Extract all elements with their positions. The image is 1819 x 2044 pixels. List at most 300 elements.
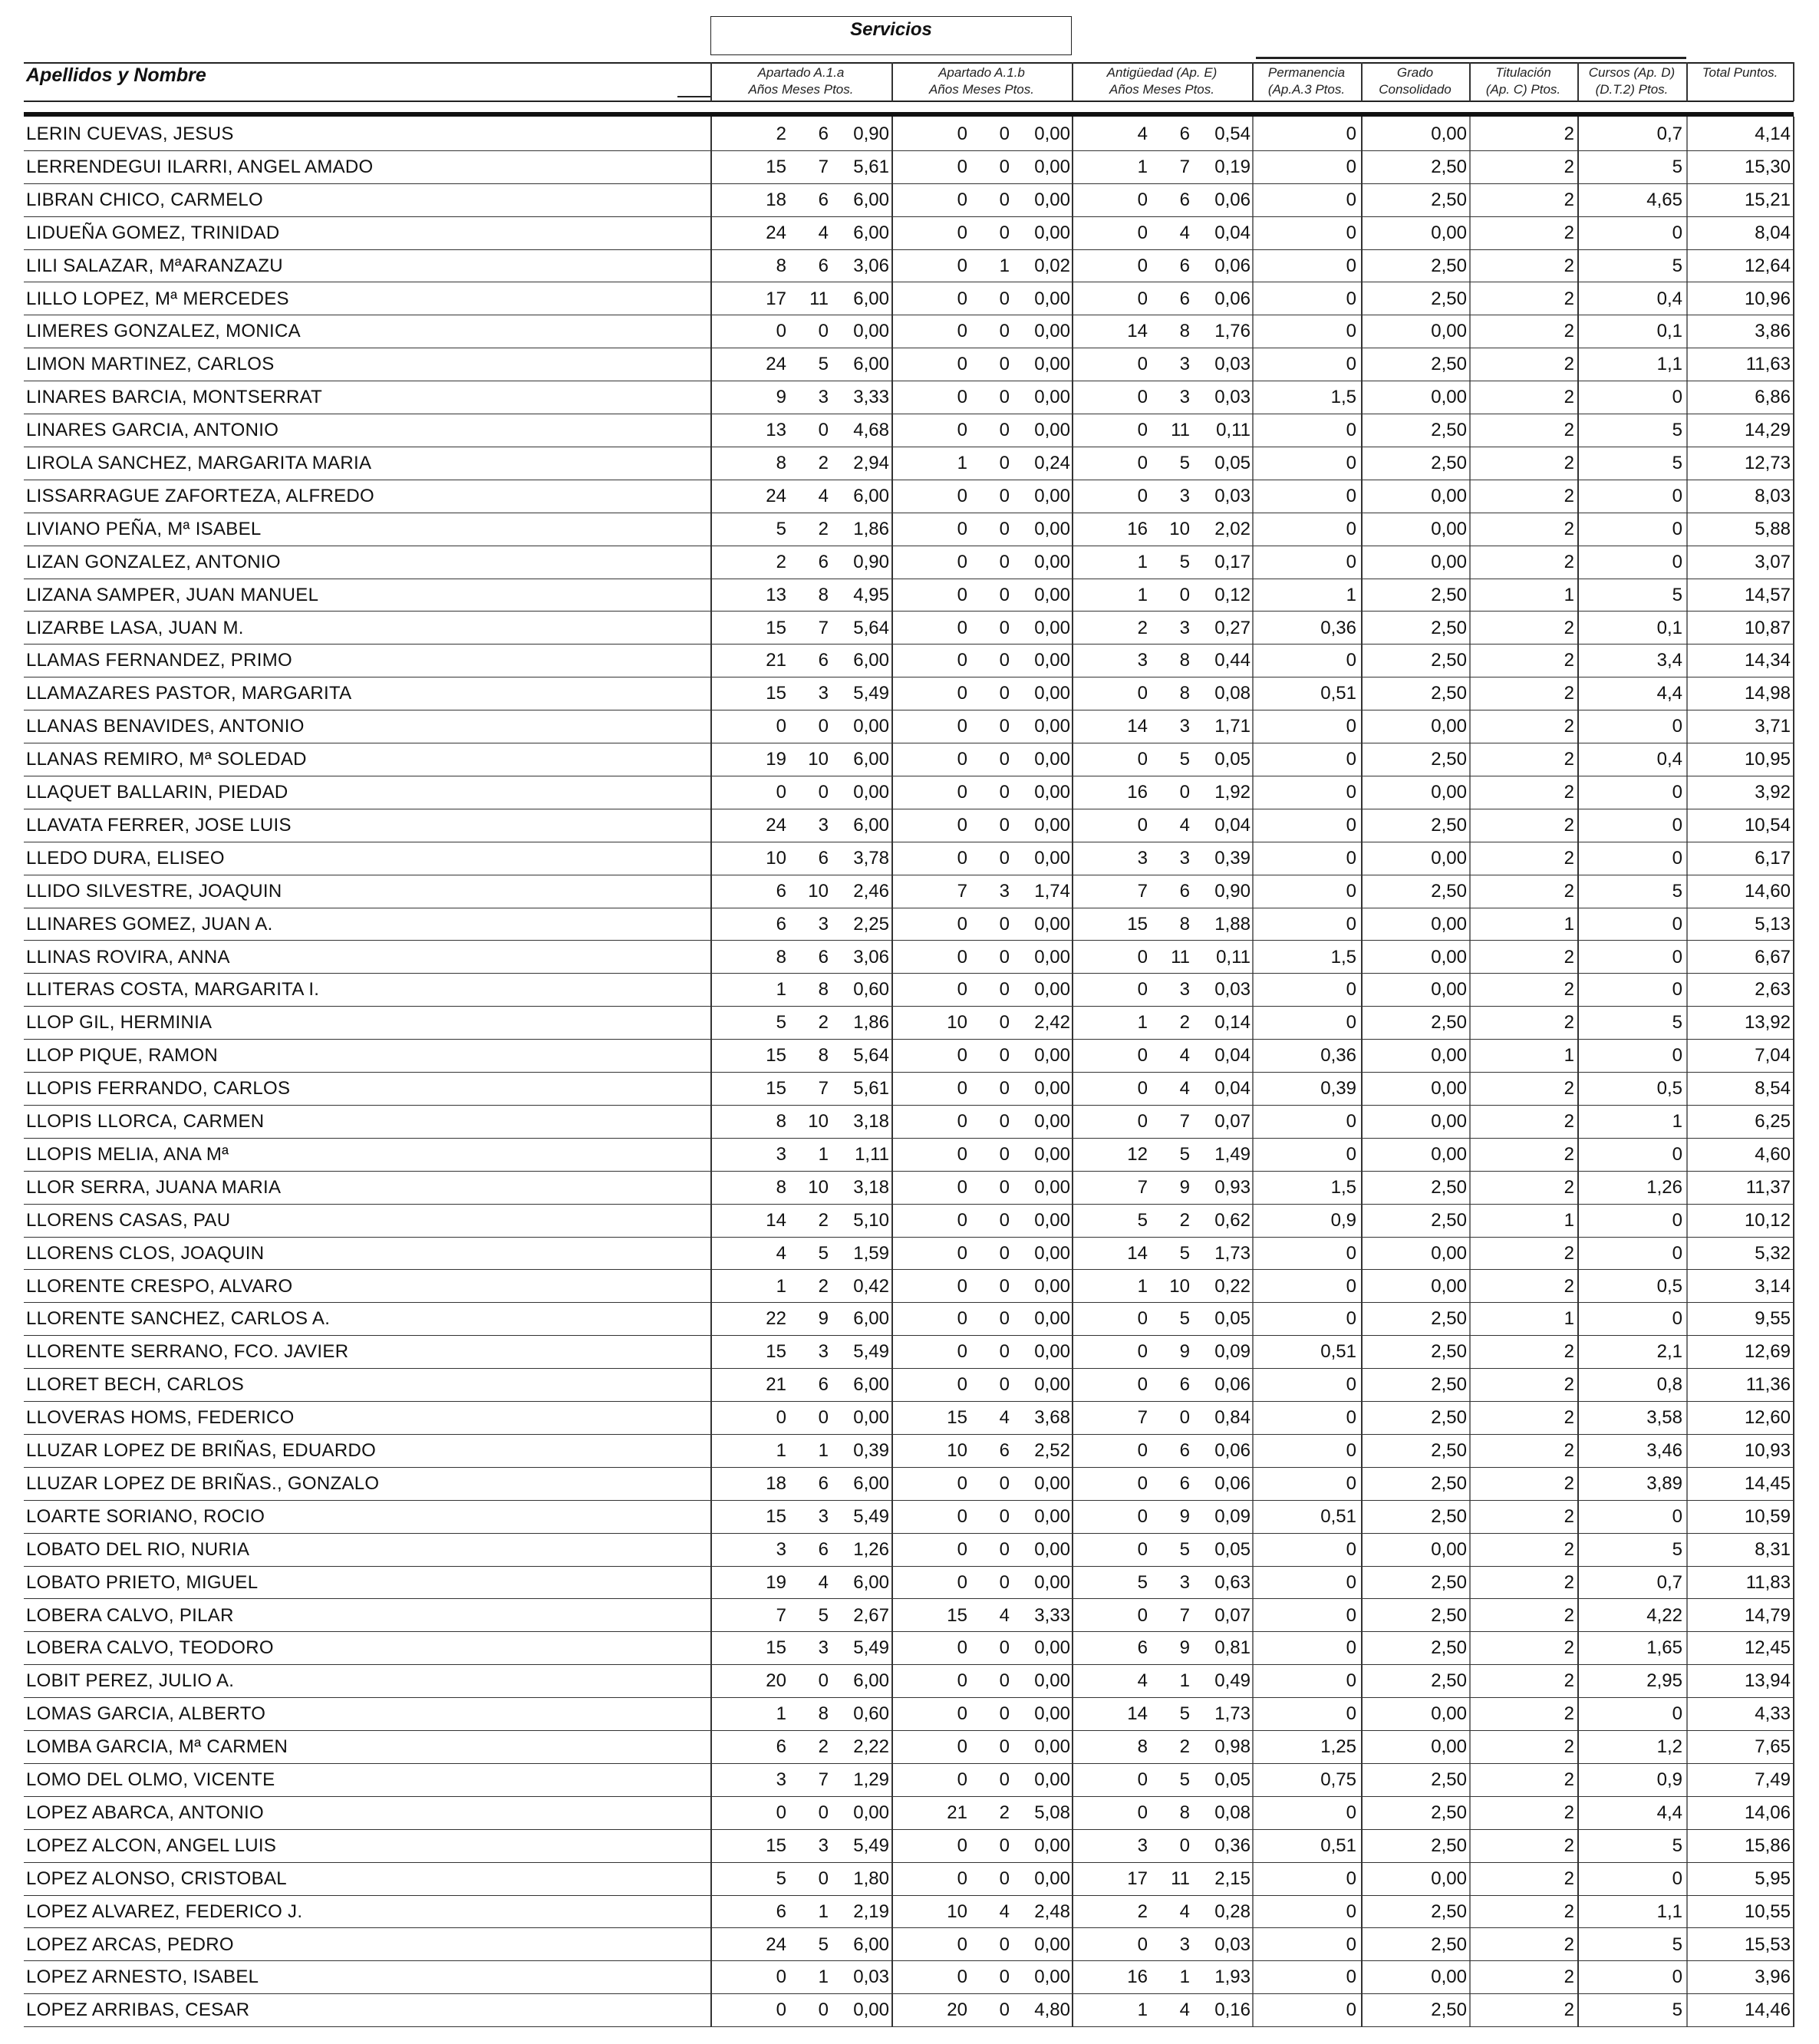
table-row [24,1764,1794,1797]
grado-cell: 0,00 [1431,321,1467,342]
a1b-ptos-cell: 2,52 [1034,1440,1070,1461]
name-cell: LOPEZ ABARCA, ANTONIO [26,1802,264,1823]
ant-ptos-cell: 0,05 [1214,1308,1251,1330]
table-row [24,1600,1794,1633]
a1a-meses-cell: 6 [818,189,829,210]
cursos-cell: 0 [1672,1703,1682,1725]
a1b-anos-cell: 10 [947,1440,967,1461]
total-cell: 8,03 [1755,485,1791,506]
table-row [24,1961,1794,1994]
table-row [24,1303,1794,1336]
a1b-ptos-cell: 1,74 [1034,880,1070,902]
cursos-cell: 4,65 [1646,189,1682,210]
a1b-anos-cell: 0 [957,1538,967,1560]
ant-ptos-cell: 0,06 [1214,1374,1251,1396]
ant-meses-cell: 9 [1179,1637,1190,1659]
table-row [24,1106,1794,1139]
a1a-meses-cell: 5 [818,1934,829,1955]
name-cell: LIMON MARTINEZ, CARLOS [26,354,275,375]
ant-ptos-cell: 0,05 [1214,453,1251,473]
permanencia-cell: 0 [1346,1703,1356,1725]
table-row [24,217,1794,250]
total-cell: 4,60 [1755,1143,1791,1165]
ant-anos-cell: 0 [1137,387,1148,408]
a1a-ptos-cell: 5,49 [853,1637,889,1659]
ant-anos-cell: 0 [1137,979,1148,1001]
a1a-meses-cell: 7 [818,1078,829,1099]
cursos-cell: 0,9 [1656,1769,1682,1790]
permanencia-cell: 0 [1346,650,1356,671]
a1a-meses-cell: 0 [818,420,829,441]
permanencia-cell: 0 [1346,979,1356,1001]
cursos-cell: 0,8 [1656,1374,1682,1396]
name-cell: LIMERES GONZALEZ, MONICA [26,321,301,342]
ant-anos-cell: 0 [1137,1341,1148,1363]
a1b-ptos-cell: 0,00 [1034,156,1070,177]
ant-anos-cell: 0 [1137,1472,1148,1494]
column-header-subline: (Ap.A.3 Ptos. [1267,82,1346,97]
cursos-cell: 1,1 [1656,1901,1682,1922]
total-cell: 10,87 [1744,617,1791,638]
cursos-cell: 0 [1672,979,1682,1001]
a1b-ptos-cell: 0,00 [1034,1143,1070,1165]
a1a-ptos-cell: 0,00 [853,321,889,342]
a1a-ptos-cell: 5,10 [853,1209,889,1231]
permanencia-cell: 0 [1346,1934,1356,1955]
a1b-anos-cell: 0 [957,913,967,935]
ant-meses-cell: 3 [1179,387,1190,408]
a1a-ptos-cell: 3,18 [853,1176,889,1198]
ant-anos-cell: 15 [1127,913,1148,935]
titulacion-cell: 2 [1564,1111,1574,1132]
a1a-ptos-cell: 6,00 [853,354,889,375]
a1b-ptos-cell: 0,00 [1034,387,1070,408]
grado-cell: 0,00 [1431,518,1467,539]
name-cell: LLOVERAS HOMS, FEDERICO [26,1407,295,1429]
a1b-meses-cell: 0 [999,1045,1010,1067]
titulacion-cell: 2 [1564,1703,1574,1725]
table-row [24,1731,1794,1764]
ant-ptos-cell: 0,09 [1214,1505,1251,1527]
grado-cell: 2,50 [1431,584,1467,605]
cursos-cell: 1,2 [1656,1736,1682,1758]
total-cell: 10,95 [1744,749,1791,770]
ant-anos-cell: 7 [1137,1407,1148,1429]
name-cell: LOARTE SORIANO, ROCIO [26,1505,265,1527]
a1a-meses-cell: 4 [818,485,829,506]
ant-ptos-cell: 0,19 [1214,156,1251,177]
ant-ptos-cell: 0,12 [1214,584,1251,605]
a1a-meses-cell: 6 [818,1472,829,1494]
a1a-anos-cell: 0 [776,1407,786,1429]
ant-anos-cell: 16 [1127,1967,1148,1988]
a1b-meses-cell: 0 [999,518,1010,539]
grado-cell: 2,50 [1431,1999,1467,2021]
total-cell: 2,63 [1755,979,1791,1001]
total-cell: 3,14 [1755,1275,1791,1297]
table-row [24,1336,1794,1369]
a1b-anos-cell: 0 [957,1934,967,1955]
a1a-ptos-cell: 0,03 [853,1967,889,1988]
a1a-ptos-cell: 2,22 [853,1736,889,1758]
total-cell: 6,67 [1755,946,1791,968]
a1a-meses-cell: 3 [818,913,829,935]
ant-ptos-cell: 1,93 [1214,1967,1251,1988]
column-header-antiguedad [1072,64,1252,98]
total-cell: 8,54 [1755,1078,1791,1099]
table-row [24,414,1794,447]
ant-meses-cell: 0 [1179,782,1190,803]
cursos-cell: 0 [1672,1967,1682,1988]
a1b-meses-cell: 1 [999,255,1010,276]
ant-meses-cell: 2 [1179,1012,1190,1034]
cursos-cell: 5 [1672,420,1682,441]
grado-cell: 2,50 [1431,288,1467,309]
a1a-meses-cell: 10 [808,749,829,770]
a1a-ptos-cell: 2,94 [853,453,889,473]
table-row [24,1402,1794,1435]
table-row [24,315,1794,348]
permanencia-cell: 0 [1346,1472,1356,1494]
ant-meses-cell: 4 [1179,222,1190,243]
a1a-ptos-cell: 3,06 [853,255,889,276]
ant-anos-cell: 0 [1137,485,1148,506]
a1b-ptos-cell: 0,00 [1034,1341,1070,1363]
total-cell: 14,45 [1744,1472,1791,1494]
ant-anos-cell: 0 [1137,354,1148,375]
a1a-ptos-cell: 0,42 [853,1275,889,1297]
cursos-cell: 2,1 [1656,1341,1682,1363]
cursos-cell: 2,95 [1646,1670,1682,1692]
a1b-ptos-cell: 0,00 [1034,1209,1070,1231]
cursos-cell: 0,1 [1656,321,1682,342]
a1a-ptos-cell: 6,00 [853,1934,889,1955]
a1b-anos-cell: 0 [957,1769,967,1790]
a1a-anos-cell: 10 [766,847,786,869]
ant-ptos-cell: 0,98 [1214,1736,1251,1758]
permanencia-cell: 0 [1346,124,1356,144]
column-header-name: Apellidos y Nombre [26,64,206,86]
cursos-cell: 0 [1672,1505,1682,1527]
ant-meses-cell: 5 [1179,1538,1190,1560]
ant-anos-cell: 0 [1137,1769,1148,1790]
a1b-meses-cell: 0 [999,222,1010,243]
permanencia-cell: 1,5 [1330,946,1356,968]
column-header-total [1686,64,1794,81]
permanencia-cell: 0 [1346,1308,1356,1330]
a1b-ptos-cell: 0,00 [1034,847,1070,869]
titulacion-cell: 2 [1564,156,1574,177]
column-header-permanencia [1252,64,1361,98]
name-cell: LIDUEÑA GOMEZ, TRINIDAD [26,222,280,243]
ant-meses-cell: 3 [1179,1571,1190,1593]
a1a-anos-cell: 0 [776,782,786,803]
titulacion-cell: 2 [1564,1505,1574,1527]
grado-cell: 0,00 [1431,979,1467,1001]
permanencia-cell: 1,25 [1320,1736,1356,1758]
name-cell: LOBATO PRIETO, MIGUEL [26,1571,259,1593]
a1a-anos-cell: 6 [776,913,786,935]
name-cell: LOMO DEL OLMO, VICENTE [26,1769,275,1790]
titulacion-cell: 2 [1564,1934,1574,1955]
ant-anos-cell: 0 [1137,255,1148,276]
a1b-ptos-cell: 0,00 [1034,1242,1070,1264]
table-row [24,875,1794,908]
titulacion-cell: 2 [1564,1571,1574,1593]
a1b-meses-cell: 0 [999,1999,1010,2021]
ant-meses-cell: 5 [1179,1703,1190,1725]
header-group-rule [1256,57,1686,59]
a1b-meses-cell: 0 [999,1868,1010,1889]
grado-cell: 2,50 [1431,617,1467,638]
a1b-ptos-cell: 0,00 [1034,420,1070,441]
titulacion-cell: 2 [1564,880,1574,902]
a1a-meses-cell: 6 [818,1374,829,1396]
a1b-anos-cell: 1 [957,453,967,473]
a1a-anos-cell: 21 [766,650,786,671]
ant-meses-cell: 5 [1179,1769,1190,1790]
a1a-anos-cell: 24 [766,354,786,375]
a1a-ptos-cell: 5,64 [853,1045,889,1067]
grado-cell: 0,00 [1431,387,1467,408]
a1a-anos-cell: 0 [776,1999,786,2021]
a1a-anos-cell: 0 [776,321,786,342]
a1b-anos-cell: 0 [957,420,967,441]
ant-ptos-cell: 0,36 [1214,1835,1251,1856]
a1a-ptos-cell: 4,68 [853,420,889,441]
name-cell: LOBIT PEREZ, JULIO A. [26,1670,235,1692]
ant-meses-cell: 3 [1179,485,1190,506]
a1a-ptos-cell: 3,18 [853,1111,889,1132]
table-row [24,776,1794,809]
total-cell: 10,59 [1744,1505,1791,1527]
ant-ptos-cell: 0,07 [1214,1111,1251,1132]
total-cell: 8,31 [1755,1538,1791,1560]
a1b-meses-cell: 4 [999,1901,1010,1922]
ant-anos-cell: 0 [1137,288,1148,309]
table-row [24,1863,1794,1896]
a1b-anos-cell: 15 [947,1407,967,1429]
ant-meses-cell: 6 [1179,1374,1190,1396]
column-header-a1b [891,64,1072,98]
name-cell: LLINAS ROVIRA, ANNA [26,946,230,968]
servicios-group-header: Servicios [710,16,1072,55]
table-row [24,1073,1794,1106]
total-cell: 13,92 [1744,1012,1791,1034]
ant-meses-cell: 9 [1179,1176,1190,1198]
name-cell: LISSARRAGUE ZAFORTEZA, ALFREDO [26,485,374,506]
ant-anos-cell: 0 [1137,1538,1148,1560]
a1a-ptos-cell: 5,49 [853,683,889,704]
permanencia-cell: 0 [1346,913,1356,935]
total-cell: 7,04 [1755,1045,1791,1067]
name-cell: LLORENTE SERRANO, FCO. JAVIER [26,1341,349,1363]
grado-cell: 0,00 [1431,1736,1467,1758]
a1b-ptos-cell: 0,00 [1034,617,1070,638]
ant-meses-cell: 11 [1171,1868,1190,1889]
ant-anos-cell: 5 [1137,1209,1148,1231]
ant-meses-cell: 0 [1179,584,1190,605]
a1b-anos-cell: 0 [957,814,967,836]
a1b-anos-cell: 0 [957,946,967,968]
permanencia-cell: 0,9 [1330,1209,1356,1231]
a1b-anos-cell: 0 [957,617,967,638]
cursos-cell: 4,4 [1656,683,1682,704]
ant-anos-cell: 2 [1137,1901,1148,1922]
table-row [24,677,1794,710]
a1a-ptos-cell: 6,00 [853,1308,889,1330]
grado-cell: 2,50 [1431,880,1467,902]
titulacion-cell: 2 [1564,1802,1574,1823]
titulacion-cell: 2 [1564,453,1574,473]
a1b-meses-cell: 0 [999,354,1010,375]
a1b-meses-cell: 0 [999,847,1010,869]
table-row [24,1830,1794,1863]
a1a-anos-cell: 3 [776,1143,786,1165]
permanencia-cell: 0 [1346,880,1356,902]
cursos-cell: 0 [1672,518,1682,539]
a1b-ptos-cell: 0,00 [1034,584,1070,605]
cursos-cell: 0,4 [1656,749,1682,770]
a1a-ptos-cell: 0,00 [853,1802,889,1823]
total-cell: 14,29 [1744,420,1791,441]
a1b-meses-cell: 0 [999,124,1010,144]
a1b-ptos-cell: 0,00 [1034,1472,1070,1494]
a1b-meses-cell: 3 [999,880,1010,902]
grado-cell: 2,50 [1431,1637,1467,1659]
titulacion-cell: 2 [1564,1440,1574,1461]
a1a-ptos-cell: 6,00 [853,1571,889,1593]
a1b-anos-cell: 0 [957,1703,967,1725]
a1a-ptos-cell: 1,26 [853,1538,889,1560]
a1a-anos-cell: 15 [766,1341,786,1363]
table-row [24,809,1794,842]
a1a-meses-cell: 6 [818,946,829,968]
column-header-line: Grado [1396,65,1434,80]
a1b-anos-cell: 0 [957,979,967,1001]
ant-meses-cell: 5 [1179,1308,1190,1330]
permanencia-cell: 0,39 [1320,1078,1356,1099]
a1b-ptos-cell: 0,00 [1034,1275,1070,1297]
ant-ptos-cell: 0,04 [1214,222,1251,243]
total-cell: 3,71 [1755,716,1791,737]
a1b-anos-cell: 0 [957,1868,967,1889]
ant-anos-cell: 0 [1137,1374,1148,1396]
a1b-ptos-cell: 0,00 [1034,650,1070,671]
a1a-ptos-cell: 6,00 [853,189,889,210]
permanencia-cell: 0 [1346,1999,1356,2021]
a1a-meses-cell: 0 [818,1670,829,1692]
a1b-meses-cell: 0 [999,913,1010,935]
ant-ptos-cell: 0,04 [1214,1045,1251,1067]
a1b-meses-cell: 0 [999,1637,1010,1659]
column-header-line: Cursos (Ap. D) [1588,65,1676,80]
a1a-meses-cell: 0 [818,1802,829,1823]
cursos-cell: 1,26 [1646,1176,1682,1198]
a1b-meses-cell: 0 [999,584,1010,605]
ant-anos-cell: 0 [1137,946,1148,968]
a1b-anos-cell: 0 [957,551,967,572]
a1b-meses-cell: 0 [999,321,1010,342]
a1a-anos-cell: 5 [776,518,786,539]
name-cell: LOMBA GARCIA, Mª CARMEN [26,1736,288,1758]
titulacion-cell: 1 [1564,584,1574,605]
a1b-anos-cell: 10 [947,1012,967,1034]
name-cell: LLORENTE CRESPO, ALVARO [26,1275,293,1297]
titulacion-cell: 2 [1564,518,1574,539]
a1b-ptos-cell: 0,00 [1034,749,1070,770]
a1a-ptos-cell: 2,67 [853,1604,889,1626]
a1b-meses-cell: 0 [999,1670,1010,1692]
grado-cell: 0,00 [1431,946,1467,968]
ant-meses-cell: 8 [1179,1802,1190,1823]
grado-cell: 0,00 [1431,1703,1467,1725]
ant-meses-cell: 6 [1179,1472,1190,1494]
column-header-line: Permanencia [1267,65,1346,80]
name-cell: LOPEZ ALONSO, CRISTOBAL [26,1868,287,1889]
grado-cell: 2,50 [1431,814,1467,836]
ant-anos-cell: 0 [1137,1934,1148,1955]
a1b-ptos-cell: 3,68 [1034,1407,1070,1429]
a1b-anos-cell: 0 [957,1111,967,1132]
column-header-subline: Años Meses Ptos. [748,82,854,97]
ant-anos-cell: 3 [1137,650,1148,671]
column-header-line: Titulación [1495,65,1551,80]
titulacion-cell: 2 [1564,189,1574,210]
ant-ptos-cell: 0,49 [1214,1670,1251,1692]
table-row [24,1271,1794,1304]
permanencia-cell: 0 [1346,1407,1356,1429]
a1a-ptos-cell: 6,00 [853,814,889,836]
cursos-cell: 0 [1672,387,1682,408]
a1b-anos-cell: 0 [957,1176,967,1198]
cursos-cell: 0 [1672,847,1682,869]
name-cell: LILI SALAZAR, MªARANZAZU [26,255,283,276]
ant-anos-cell: 16 [1127,782,1148,803]
a1a-meses-cell: 4 [818,222,829,243]
ant-ptos-cell: 1,71 [1214,716,1251,737]
a1a-meses-cell: 6 [818,255,829,276]
a1a-ptos-cell: 5,49 [853,1505,889,1527]
ant-ptos-cell: 1,76 [1214,321,1251,342]
grado-cell: 2,50 [1431,453,1467,473]
a1b-ptos-cell: 0,00 [1034,1967,1070,1988]
ant-meses-cell: 9 [1179,1505,1190,1527]
permanencia-cell: 0 [1346,453,1356,473]
a1b-meses-cell: 0 [999,1769,1010,1790]
table-row [24,1698,1794,1731]
ant-meses-cell: 8 [1179,321,1190,342]
a1b-anos-cell: 20 [947,1999,967,2021]
a1a-anos-cell: 5 [776,1012,786,1034]
permanencia-cell: 0 [1346,1275,1356,1297]
cursos-cell: 0,5 [1656,1275,1682,1297]
table-row [24,118,1794,151]
a1b-ptos-cell: 0,00 [1034,716,1070,737]
titulacion-cell: 2 [1564,354,1574,375]
permanencia-cell: 0 [1346,354,1356,375]
ant-meses-cell: 3 [1179,354,1190,375]
total-cell: 14,79 [1744,1604,1791,1626]
ant-anos-cell: 2 [1137,617,1148,638]
a1a-meses-cell: 3 [818,814,829,836]
table-row [24,1172,1794,1205]
titulacion-cell: 2 [1564,288,1574,309]
a1b-meses-cell: 0 [999,1835,1010,1856]
cursos-cell: 1,65 [1646,1637,1682,1659]
a1a-anos-cell: 13 [766,420,786,441]
total-cell: 7,49 [1755,1769,1791,1790]
